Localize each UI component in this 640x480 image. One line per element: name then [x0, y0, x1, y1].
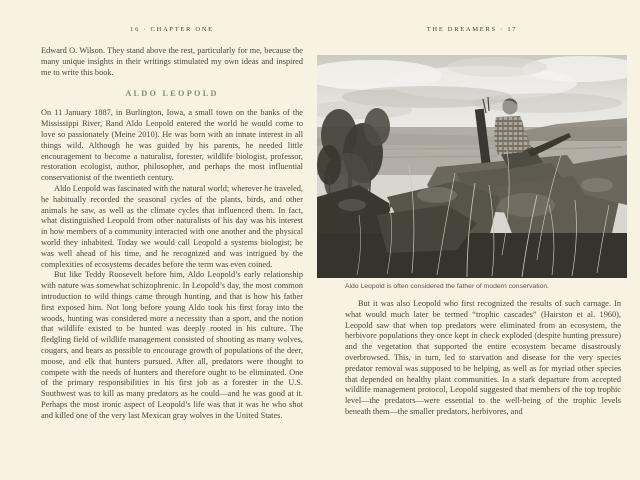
paragraph: But it was also Leopold who first recognized the results of such carnage. In what would much later be termed “trophic cascades” (Hairston et al. 1960), Leopold saw that when top predators were eliminated from an ecosystem, the herbivore populations they once kept in check exploded (despite hunting pressure) and the vegetation that supported the entire ecosystem became disastrously overbrowsed. This, in turn, led to starvation and disease for the very species predator removal was supposed to be helping, as well as for myriad other species that depended on healthy plant communities. In a stark departure from accepted wildlife management protocol, Leopold suggested that members of the top trophic level—the predators—were essential to the well-being of the trophic levels beneath them—the smaller predators, herbivores, and: [345, 299, 621, 416]
left-page-text-column: [41, 46, 303, 422]
right-page-text-column: [345, 299, 621, 418]
photo-illustration: [317, 55, 627, 278]
running-head-right: THE DREAMERS · 17: [426, 26, 518, 33]
paragraph: On 11 January 1887, in Burlington, Iowa, a small town on the banks of the Mississippi River, Rand Aldo Leopold entered the world he would come to love so passionately (Meine 2010). He was born with an innate interest in all things wild. Although he was guided by his parents, he needed little encouragement to become a naturalist, forester, wildlife biologist, professor, restoration ecologist, author, philosopher, and perhaps the most influential conservationist of the twentieth century.: [41, 108, 303, 183]
running-head-left: 16 · CHAPTER ONE: [130, 26, 214, 33]
section-heading: ALDO LEOPOLD: [125, 89, 219, 99]
paragraph: But like Teddy Roosevelt before him, Aldo Leopold’s early relationship with nature was somewhat schizophrenic. In Leopold’s day, the most common introduction to wild things came through hunting, and that is how his father first exposed him. Not long before young Aldo took his first foray into the woods, hunting was considered more a necessity than a sport, and the notion that wildlife existed to be hunted was deeply rooted in his culture. The fledgling field of wildlife management consisted of shooting as many wolves, cougars, and bears as possible to encourage growth of populations of the deer, moose, and elk that hunters pursued. After all, predators were thought to compete with the needs of hunters and therefore ought to be eliminated. One of the primary responsibilities in his first job as a forester in the U.S. Southwest was to kill as many predators as he could—and he was good at it. Perhaps the most ironic aspect of Leopold’s life was that it was he who shot and killed one of the very last Mexican gray wolves in the United States.: [41, 270, 303, 420]
aldo-leopold-photo: [317, 55, 627, 278]
intro-paragraph: Edward O. Wilson. They stand above the rest, particularly for me, because the many unique insights in their writings stimulated my own ideas and inspired me to write this book.: [41, 46, 303, 77]
paragraph: Aldo Leopold was fascinated with the natural world; wherever he traveled, he habitually recorded the seasonal cycles of the plants, birds, and other animals he saw, as well as the climate cycles that influenced them. In fact, what distinguished Leopold from other naturalists of his day was his interest in how members of a community interacted with one another and the physical world they inhabited. Today we would call Leopold a systems biologist; he was well ahead of his time, and he recognized and was intrigued by the complexities of ecosystems decades before the term was even coined.: [41, 183, 303, 269]
photo-caption: Aldo Leopold is often considered the father of modern conservation.: [345, 283, 550, 290]
